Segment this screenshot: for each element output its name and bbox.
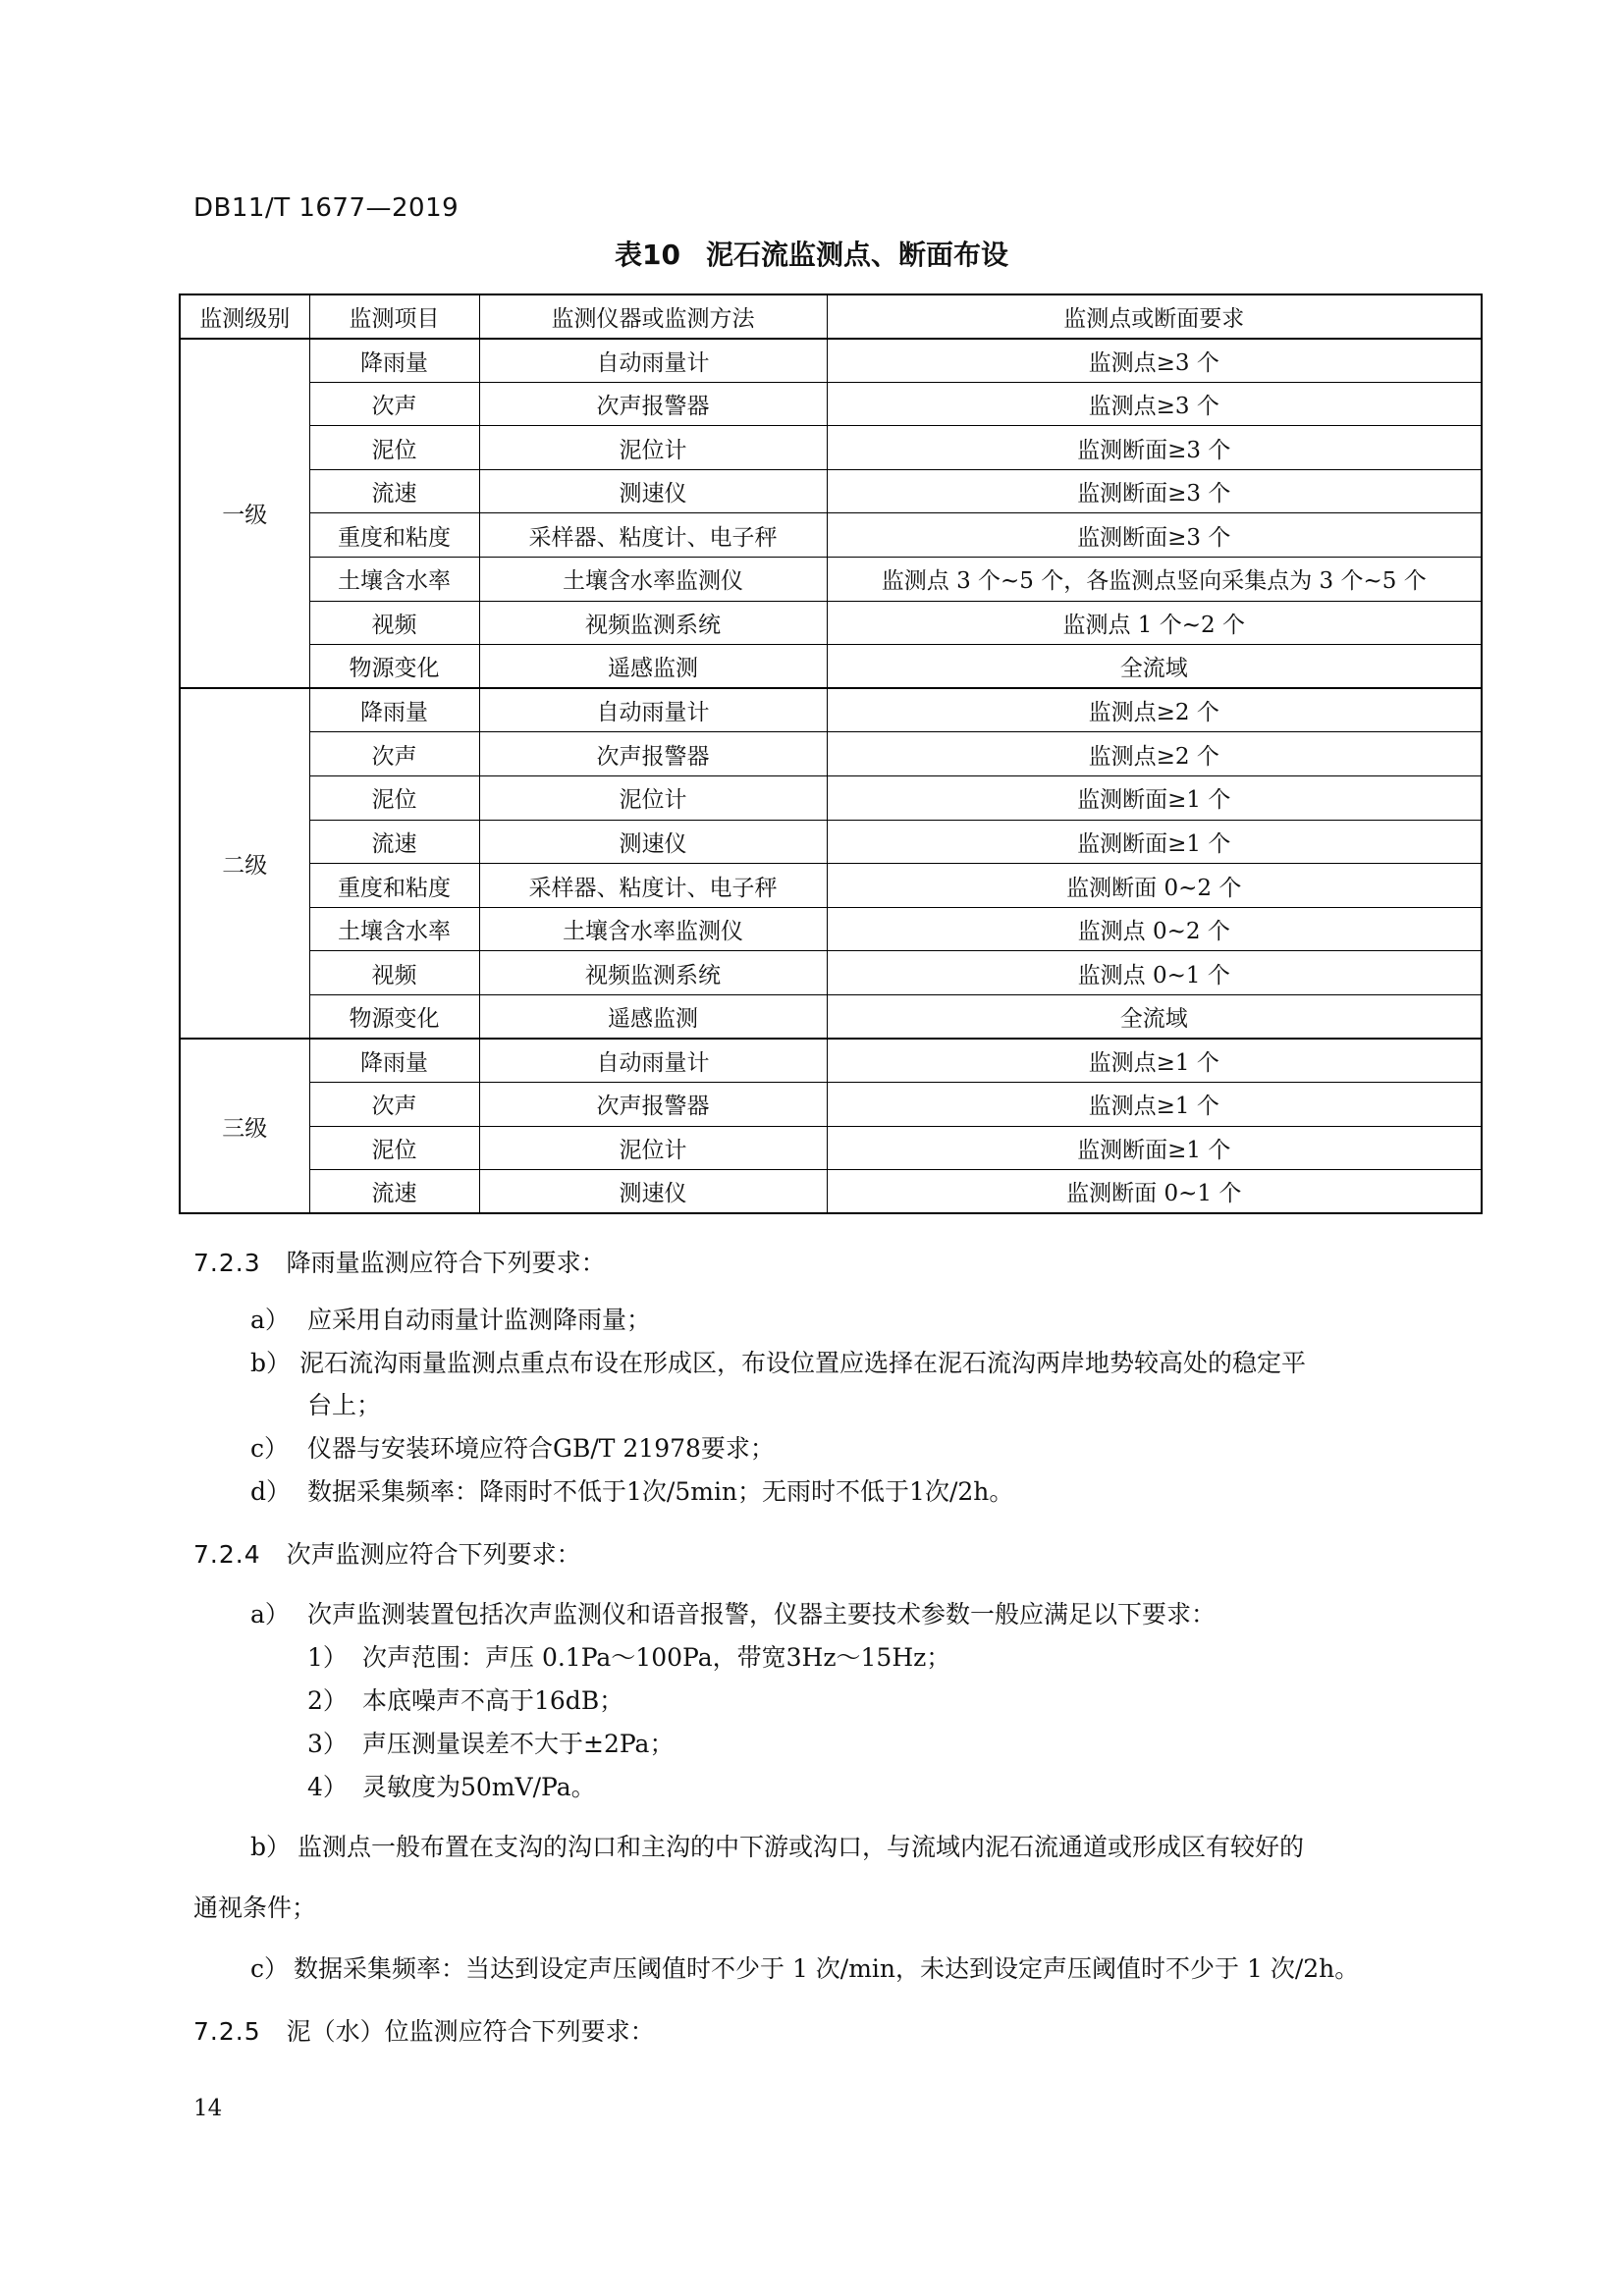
list-item — [250, 1828, 1304, 1863]
column-header: 监测仪器或监测方法 — [479, 294, 827, 339]
item-cell: 泥位 — [309, 1126, 479, 1170]
method-cell: 视频监测系统 — [479, 951, 827, 995]
item-cell: 土壤含水率 — [309, 907, 479, 951]
table-row — [180, 864, 1482, 908]
table-row — [180, 513, 1482, 558]
list-item — [250, 1429, 775, 1465]
table-row — [180, 995, 1482, 1040]
requirement-cell: 监测断面≥1 个 — [827, 776, 1482, 821]
list-item — [250, 1472, 1013, 1508]
page-number: 14 — [193, 2096, 223, 2121]
section-title: 降雨量监测应符合下列要求： — [286, 1249, 606, 1277]
list-item-text: 应采用自动雨量计监测降雨量； — [307, 1306, 652, 1334]
list-item-continuation: 通视条件； — [193, 1894, 317, 1922]
table-row — [180, 645, 1482, 689]
requirement-cell: 监测点≥3 个 — [827, 339, 1482, 383]
list-marker: b） — [250, 1833, 292, 1861]
section-title: 次声监测应符合下列要求： — [286, 1540, 581, 1569]
column-header: 监测点或断面要求 — [827, 294, 1482, 339]
column-header: 监测级别 — [180, 294, 309, 339]
method-cell: 泥位计 — [479, 426, 827, 470]
table-row — [180, 907, 1482, 951]
sub-list-item — [307, 1638, 950, 1674]
table-row — [180, 820, 1482, 864]
table-row — [180, 558, 1482, 602]
requirement-cell: 监测断面≥3 个 — [827, 469, 1482, 513]
list-item-text: 次声监测装置包括次声监测仪和语音报警，仪器主要技术参数一般应满足以下要求： — [307, 1600, 1217, 1629]
table-row — [180, 1039, 1482, 1083]
method-cell: 测速仪 — [479, 469, 827, 513]
item-cell: 流速 — [309, 820, 479, 864]
item-cell: 流速 — [309, 1170, 479, 1214]
method-cell: 自动雨量计 — [479, 339, 827, 383]
sub-list-item-text: 本底噪声不高于16dB； — [362, 1686, 624, 1715]
monitoring-table-body — [180, 294, 1482, 1213]
section-7-2-5-heading — [193, 2012, 655, 2048]
table-row — [180, 469, 1482, 513]
table-row — [180, 339, 1482, 383]
section-number: 7.2.4 — [193, 1540, 261, 1569]
method-cell: 土壤含水率监测仪 — [479, 558, 827, 602]
method-cell: 次声报警器 — [479, 382, 827, 426]
item-cell: 物源变化 — [309, 645, 479, 689]
table-row — [180, 1083, 1482, 1127]
item-cell: 泥位 — [309, 776, 479, 821]
sub-list-marker: 2） — [307, 1686, 348, 1715]
item-cell: 次声 — [309, 732, 479, 776]
item-cell: 降雨量 — [309, 1039, 479, 1083]
method-cell: 泥位计 — [479, 776, 827, 821]
sub-list-item — [307, 1682, 623, 1717]
item-cell: 视频 — [309, 601, 479, 645]
sub-list-item-text: 声压测量误差不大于±2Pa； — [362, 1730, 675, 1758]
requirement-cell: 监测点 0~2 个 — [827, 907, 1482, 951]
column-header: 监测项目 — [309, 294, 479, 339]
list-item — [250, 1344, 1306, 1379]
method-cell: 视频监测系统 — [479, 601, 827, 645]
item-cell: 视频 — [309, 951, 479, 995]
sub-list-marker: 3） — [307, 1730, 348, 1758]
requirement-cell: 监测断面≥3 个 — [827, 513, 1482, 558]
requirement-cell: 全流域 — [827, 645, 1482, 689]
list-item-continuation: 台上； — [307, 1391, 382, 1419]
item-cell: 次声 — [309, 1083, 479, 1127]
table-row — [180, 732, 1482, 776]
requirement-cell: 监测断面≥3 个 — [827, 426, 1482, 470]
list-item — [250, 1301, 651, 1336]
table-row — [180, 601, 1482, 645]
list-marker: b） — [250, 1349, 292, 1377]
item-cell: 物源变化 — [309, 995, 479, 1040]
requirement-cell: 全流域 — [827, 995, 1482, 1040]
item-cell: 降雨量 — [309, 688, 479, 732]
method-cell: 遥感监测 — [479, 645, 827, 689]
list-marker: d） — [250, 1477, 292, 1506]
sub-list-item-text: 灵敏度为50mV/Pa。 — [362, 1773, 596, 1801]
list-item — [250, 1949, 1359, 1985]
item-cell: 次声 — [309, 382, 479, 426]
requirement-cell: 监测点≥1 个 — [827, 1039, 1482, 1083]
table-row — [180, 382, 1482, 426]
list-marker: a） — [250, 1600, 290, 1629]
item-cell: 降雨量 — [309, 339, 479, 383]
method-cell: 次声报警器 — [479, 732, 827, 776]
method-cell: 遥感监测 — [479, 995, 827, 1040]
sub-list-item — [307, 1768, 596, 1803]
table-row — [180, 776, 1482, 821]
list-item-text: 数据采集频率：当达到设定声压阈值时不少于 1 次/min，未达到设定声压阈值时不少于 1 次/2h。 — [294, 1954, 1360, 1983]
item-cell: 重度和粘度 — [309, 864, 479, 908]
requirement-cell: 监测点 1 个~2 个 — [827, 601, 1482, 645]
requirement-cell: 监测点≥2 个 — [827, 688, 1482, 732]
table-row — [180, 951, 1482, 995]
table-header-row — [180, 294, 1482, 339]
sub-list-item-text: 次声范围：声压 0.1Pa～100Pa，带宽3Hz～15Hz； — [362, 1643, 951, 1672]
requirement-cell: 监测断面 0~1 个 — [827, 1170, 1482, 1214]
table-row — [180, 1126, 1482, 1170]
sub-list-item — [307, 1725, 674, 1760]
method-cell: 土壤含水率监测仪 — [479, 907, 827, 951]
item-cell: 泥位 — [309, 426, 479, 470]
method-cell: 采样器、粘度计、电子秤 — [479, 513, 827, 558]
list-marker: c） — [250, 1434, 290, 1463]
method-cell: 泥位计 — [479, 1126, 827, 1170]
requirement-cell: 监测点≥2 个 — [827, 732, 1482, 776]
table-caption — [0, 234, 1623, 273]
method-cell: 自动雨量计 — [479, 688, 827, 732]
section-7-2-3-heading — [193, 1244, 606, 1279]
method-cell: 测速仪 — [479, 1170, 827, 1214]
requirement-cell: 监测断面≥1 个 — [827, 820, 1482, 864]
level-cell: 三级 — [180, 1039, 309, 1213]
list-item-text: 泥石流沟雨量监测点重点布设在形成区，布设位置应选择在泥石流沟两岸地势较高处的稳定平 — [299, 1349, 1307, 1377]
method-cell: 测速仪 — [479, 820, 827, 864]
table-caption-title: 泥石流监测点、断面布设 — [705, 239, 1008, 271]
requirement-cell: 监测点≥3 个 — [827, 382, 1482, 426]
level-cell: 一级 — [180, 339, 309, 689]
item-cell: 重度和粘度 — [309, 513, 479, 558]
section-number: 7.2.5 — [193, 2017, 261, 2046]
requirement-cell: 监测断面≥1 个 — [827, 1126, 1482, 1170]
requirement-cell: 监测点≥1 个 — [827, 1083, 1482, 1127]
sub-list-marker: 4） — [307, 1773, 348, 1801]
sub-list-marker: 1） — [307, 1643, 348, 1672]
method-cell: 采样器、粘度计、电子秤 — [479, 864, 827, 908]
standard-code: DB11/T 1677—2019 — [193, 193, 460, 223]
list-item-text: 监测点一般布置在支沟的沟口和主沟的中下游或沟口，与流域内泥石流通道或形成区有较好的 — [298, 1833, 1305, 1861]
section-7-2-4-heading — [193, 1535, 581, 1571]
table-row — [180, 688, 1482, 732]
list-item-text: 数据采集频率：降雨时不低于1次/5min；无雨时不低于1次/2h。 — [307, 1477, 1014, 1506]
list-marker: a） — [250, 1306, 290, 1334]
level-cell: 二级 — [180, 688, 309, 1039]
list-item — [250, 1595, 1216, 1630]
method-cell: 次声报警器 — [479, 1083, 827, 1127]
list-marker: c） — [250, 1954, 290, 1983]
section-number: 7.2.3 — [193, 1249, 261, 1277]
table-caption-number: 表10 — [615, 239, 680, 271]
method-cell: 自动雨量计 — [479, 1039, 827, 1083]
requirement-cell: 监测点 3 个~5 个，各监测点竖向采集点为 3 个~5 个 — [827, 558, 1482, 602]
requirement-cell: 监测断面 0~2 个 — [827, 864, 1482, 908]
requirement-cell: 监测点 0~1 个 — [827, 951, 1482, 995]
monitoring-table — [179, 294, 1483, 1214]
list-item-text: 仪器与安装环境应符合GB/T 21978要求； — [307, 1434, 775, 1463]
item-cell: 土壤含水率 — [309, 558, 479, 602]
table-row — [180, 426, 1482, 470]
item-cell: 流速 — [309, 469, 479, 513]
section-title: 泥（水）位监测应符合下列要求： — [286, 2017, 655, 2046]
table-row — [180, 1170, 1482, 1214]
